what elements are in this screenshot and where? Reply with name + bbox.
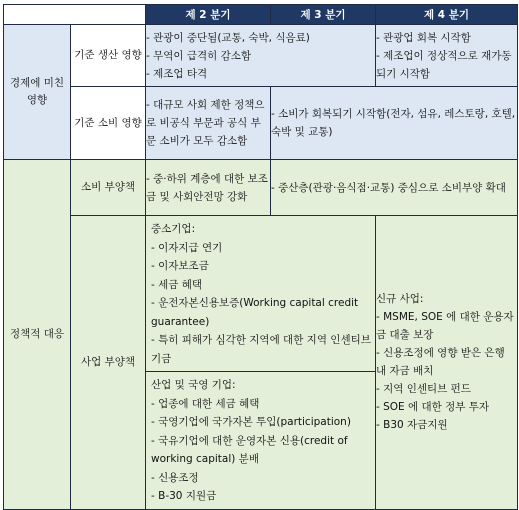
- list-item: - 관광이 중단됨(교통, 숙박, 식음료): [146, 31, 310, 44]
- list-item: - 이자보조금: [151, 260, 209, 272]
- soe-title: 산업 및 국영 기업:: [151, 379, 236, 391]
- header-row: [4, 5, 518, 25]
- cell-production-q2-q3: [146, 25, 376, 87]
- cell-business-q4: [376, 216, 518, 510]
- subcategory-business-stimulus: 사업 부양책: [71, 216, 146, 510]
- cell-consumption-q2: [146, 87, 271, 160]
- sme-section: [146, 216, 375, 372]
- list-item: - 중산층(관광·음식점·교통) 중심으로 소비부양 확대: [271, 181, 506, 194]
- list-item: - 신용조정: [151, 471, 199, 484]
- column-header-q3: 제 3 분기: [271, 5, 376, 25]
- subcategory-consumption: 기준 소비 영향: [71, 87, 146, 160]
- list-item: - 신용조정에 영향 받은 은행 내 자금 배치: [376, 347, 505, 378]
- new-business-title: 신규 사업:: [376, 293, 424, 306]
- list-item: - 이자지급 연기: [151, 241, 223, 254]
- list-item: - B-30 지원금: [151, 490, 217, 502]
- cell-demand-q2: [146, 160, 271, 216]
- subcategory-production: 기준 생산 영향: [71, 25, 146, 87]
- header-corner: [4, 5, 146, 25]
- cell-production-q4: [376, 25, 518, 87]
- table-row-production: [4, 25, 518, 87]
- list-item: - B30 자금지원: [376, 419, 448, 432]
- list-item: - 무역이 급격히 감소함: [146, 49, 252, 62]
- sme-title: 중소기업:: [151, 223, 196, 235]
- column-header-q2: 제 2 분기: [146, 5, 271, 25]
- list-item: - MSME, SOE 에 대한 운용자금 대출 보장: [376, 311, 514, 342]
- list-item: - 제조업 타격: [146, 67, 208, 80]
- table-row-demand-stimulus: [4, 160, 518, 216]
- list-item: - 관광업 회복 시작함: [376, 31, 471, 44]
- cell-consumption-q3-q4: [271, 87, 518, 160]
- list-item: - 지역 인센티브 펀드: [376, 383, 471, 396]
- cell-business-q2-q3: [146, 216, 376, 510]
- category-policy-response: 정책적 대응: [4, 160, 71, 510]
- subcategory-demand-stimulus: 소비 부양책: [71, 160, 146, 216]
- table-row-consumption: [4, 87, 518, 160]
- category-economic-impact: 경제에 미친 영향: [4, 25, 71, 160]
- list-item: - 세금 혜택: [151, 278, 203, 291]
- list-item: - 대규모 사회 제한 정책으로 비공식 부문과 공식 부문 소비가 모두 감소함: [146, 99, 265, 147]
- list-item: - SOE 에 대한 정부 투자: [376, 401, 490, 414]
- table-row-business-stimulus: [4, 216, 518, 510]
- list-item: - 소비가 회복되기 시작함(전자, 섬유, 레스토랑, 호텔, 숙박 및 교통): [271, 108, 516, 138]
- list-item: - 운전자본신용보증(Working capital credit guarantee): [151, 297, 359, 328]
- column-header-q4: 제 4 분기: [376, 5, 518, 25]
- list-item: - 국유기업에 대한 운영자본 신용(credit of working capital) 분배: [151, 434, 348, 465]
- policy-response-table: [3, 4, 518, 510]
- soe-section: [146, 372, 375, 509]
- list-item: - 특히 피해가 심각한 지역에 대한 지역 인센티브 기금: [151, 334, 371, 365]
- list-item: - 업종에 대한 세금 혜택: [151, 397, 260, 410]
- list-item: - 중·하위 계층에 대한 보조금 및 사회안전망 강화: [146, 172, 268, 203]
- list-item: - 국영기업에 국가자본 투입(participation): [151, 416, 351, 428]
- cell-demand-q3-q4: [271, 160, 518, 216]
- list-item: - 제조업이 정상적으로 재가동 되기 시작함: [376, 49, 512, 80]
